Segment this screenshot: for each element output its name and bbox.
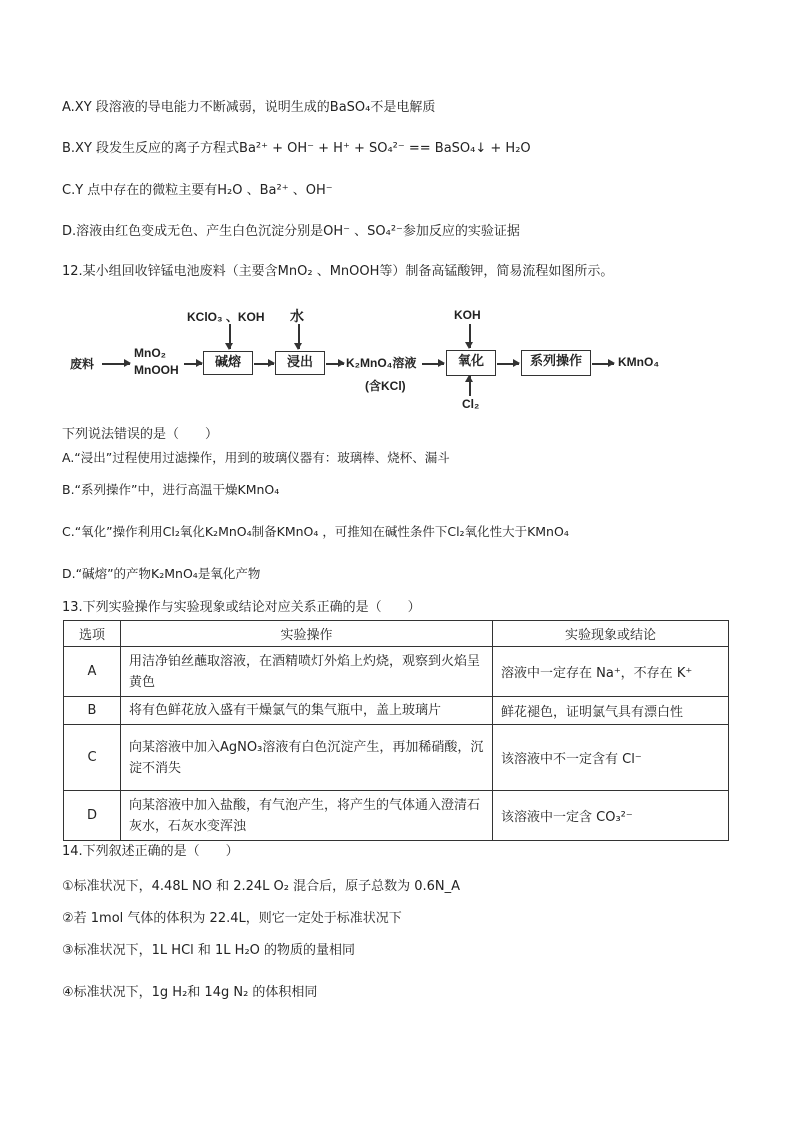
q12-option-d: D.“碱熔”的产物K₂MnO₄是氧化产物 <box>62 566 261 581</box>
flow-box-oxidation: 氧化 <box>446 350 496 376</box>
table-header-row <box>64 621 729 647</box>
q12-option-b: B.“系列操作”中，进行高温干燥KMnO₄ <box>62 482 280 497</box>
table-row <box>64 647 729 697</box>
table-header-operation: 实验操作 <box>121 621 493 647</box>
table-cell-result: 该溶液中不一定含有 Cl⁻ <box>493 725 729 791</box>
q11-option-c: C.Y 点中存在的微粒主要有H₂O 、Ba²⁺ 、OH⁻ <box>62 183 333 198</box>
flow-cl2-label: Cl₂ <box>462 397 480 411</box>
flow-mno2-label: MnO₂ <box>134 346 166 360</box>
table-cell-option: B <box>64 697 121 725</box>
table-cell-option: C <box>64 725 121 791</box>
q14-item-4: ④标准状况下，1g H₂和 14g N₂ 的体积相同 <box>62 985 318 1000</box>
flow-arrow <box>422 363 444 365</box>
table-cell-option: A <box>64 647 121 697</box>
table-header-result: 实验现象或结论 <box>493 621 729 647</box>
table-cell-result: 鲜花褪色，证明氯气具有漂白性 <box>493 697 729 725</box>
flow-chart <box>62 300 742 415</box>
q14-item-3: ③标准状况下，1L HCl 和 1L H₂O 的物质的量相同 <box>62 943 356 958</box>
q13-table <box>63 620 729 841</box>
table-cell-result: 溶液中一定存在 Na⁺，不存在 K⁺ <box>493 647 729 697</box>
flow-mnooh-label: MnOOH <box>134 363 179 377</box>
flow-arrow <box>229 324 231 349</box>
flow-arrow <box>326 363 344 365</box>
table-cell-option: D <box>64 791 121 841</box>
flow-water-label: 水 <box>290 308 304 324</box>
flow-box-leaching: 浸出 <box>275 351 325 375</box>
q12-stem: 12.某小组回收锌锰电池废料（主要含MnO₂ 、MnOOH等）制备高锰酸钾，简易流程如图所示。 <box>62 264 614 279</box>
flow-contains-label: (含KCl) <box>365 379 406 393</box>
table-header-option: 选项 <box>64 621 121 647</box>
flow-product-label: KMnO₄ <box>618 355 660 369</box>
flow-arrow <box>102 363 130 365</box>
table-row <box>64 697 729 725</box>
q13-stem: 13.下列实验操作与实验现象或结论对应关系正确的是（ ） <box>62 600 421 615</box>
flow-box-series-operation: 系列操作 <box>521 350 591 376</box>
table-cell-operation: 向某溶液中加入AgNO₃溶液有白色沉淀产生，再加稀硝酸，沉淀不消失 <box>121 725 493 791</box>
q14-stem: 14.下列叙述正确的是（ ） <box>62 844 239 859</box>
q12-option-a: A.“浸出”过程使用过滤操作，用到的玻璃仪器有：玻璃棒、烧杯、漏斗 <box>62 450 450 465</box>
table-row <box>64 725 729 791</box>
flow-solution-label: K₂MnO₄溶液 <box>346 356 417 370</box>
table-cell-operation: 向某溶液中加入盐酸，有气泡产生，将产生的气体通入澄清石灰水，石灰水变浑浊 <box>121 791 493 841</box>
flow-arrow <box>184 363 202 365</box>
flow-koh-label: KOH <box>454 308 481 322</box>
table-cell-result: 该溶液中一定含 CO₃²⁻ <box>493 791 729 841</box>
flow-arrow <box>298 324 300 349</box>
table-cell-operation: 用洁净铂丝蘸取溶液，在酒精喷灯外焰上灼烧，观察到火焰呈黄色 <box>121 647 493 697</box>
flow-arrow <box>469 324 471 348</box>
flow-waste-label: 废料 <box>70 357 95 371</box>
q14-item-1: ①标准状况下，4.48L NO 和 2.24L O₂ 混合后，原子总数为 0.6N_A <box>62 879 461 894</box>
table-cell-operation: 将有色鲜花放入盛有干燥氯气的集气瓶中，盖上玻璃片 <box>121 697 493 725</box>
q14-item-2: ②若 1mol 气体的体积为 22.4L，则它一定处于标准状况下 <box>62 911 402 926</box>
flow-arrow <box>254 363 274 365</box>
flow-arrow <box>469 376 471 396</box>
flow-box-alkali-fusion: 碱熔 <box>203 351 253 375</box>
q11-option-b: B.XY 段发生反应的离子方程式Ba²⁺ + OH⁻ + H⁺ + SO₄²⁻ == BaSO₄↓ + H₂O <box>62 141 531 156</box>
flow-arrow <box>497 363 519 365</box>
q12-question: 下列说法错误的是（ ） <box>62 427 219 442</box>
q11-option-a: A.XY 段溶液的导电能力不断减弱，说明生成的BaSO₄不是电解质 <box>62 100 436 115</box>
q11-option-d: D.溶液由红色变成无色、产生白色沉淀分别是OH⁻ 、SO₄²⁻参加反应的实验证据 <box>62 224 520 239</box>
flow-reagent-label: KClO₃ 、KOH <box>187 310 265 324</box>
table-row <box>64 791 729 841</box>
q12-option-c: C.“氧化”操作利用Cl₂氧化K₂MnO₄制备KMnO₄ ，可推知在碱性条件下Cl₂氧化性大于KMnO₄ <box>62 524 569 539</box>
flow-arrow <box>592 363 614 365</box>
